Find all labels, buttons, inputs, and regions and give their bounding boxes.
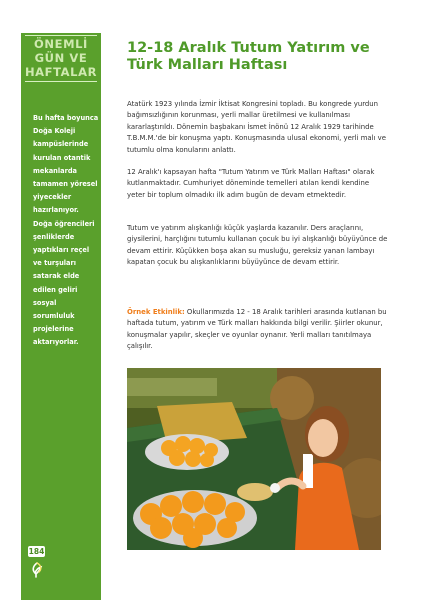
page-number: 184 <box>28 547 45 556</box>
leaf-logo-icon <box>30 562 44 578</box>
example-activity-label: Örnek Etkinlik: <box>127 308 185 316</box>
sidebar-title-rule-bottom <box>25 81 97 82</box>
sidebar-title-line: ÖNEMLİ <box>34 37 88 51</box>
sidebar-title-line: GÜN VE <box>34 51 88 65</box>
sidebar-top-cap <box>21 0 101 33</box>
paragraph: Atatürk 1923 yılında İzmir İktisat Kongresini topladı. Bu kongrede yurdun bağımsızlığının korunması, yerli mallar üretilmesi ve kullanılması kararlaştırıldı. Dönemin başbakanı İsmet İnönü 12 Aralık 1929 tarihinde T.B.M.M.'de bir konuşma yaptı. Konuşmasında ulusal ekonomi, yerli malı ve tutumlu olma konularını anlattı. <box>127 100 386 154</box>
sidebar-description: Bu hafta boyunca Doğa Koleji kampüslerinde kurulan otantik mekanlarda tamamen yöresel yiyecekler hazırlanıyor. Doğa öğrencileri şenliklerde yaptıkları reçel ve turşuları satarak elde edilen geliri sosyal sorumluluk projelerine aktarıyorlar. <box>33 114 99 347</box>
paragraph: Tutum ve yatırım alışkanlığı küçük yaşlarda kazanılır. Ders araçlarını, giysilerini, harçlığını tutumlu kullanan çocuk bu iyi alışkanlığı büyüyünce de devam ettirir. Küçükken boşa akan su musluğu, gereksiz yanan lambayı kapatan çocuk bu alışkanlıklarını büyüyünce de devam ettirir. <box>127 224 388 267</box>
page-title: 12-18 Aralık Tutum Yatırım ve Türk Malları Haftası <box>127 40 370 73</box>
sidebar-title-rule-top <box>25 35 97 36</box>
paragraph: 12 Aralık'ı kapsayan hafta "Tutum Yatırım ve Türk Malları Haftası" olarak kutlanmaktadır. Cumhuriyet döneminde temelleri atılan kendi kendine yeter bir toplum olmadıkı ilk adım bugün de devam etmektedir. <box>127 168 375 199</box>
example-activity <box>127 307 389 353</box>
sidebar <box>21 0 101 600</box>
girl-with-oranges-photo <box>127 368 381 550</box>
sidebar-title <box>21 37 101 79</box>
example-activity-text: Okullarımızda 12 - 18 Aralık tarihleri arasında kutlanan bu haftada tutum, yatırım ve Türk malları hakkında bilgi verilir. Şiirler okunur, konuşmalar yapılır, skeçler ve oyunlar oynanır. Yerli malları tanıtılmaya çalışılır. <box>127 308 387 351</box>
sidebar-title-line: HAFTALAR <box>24 65 98 79</box>
